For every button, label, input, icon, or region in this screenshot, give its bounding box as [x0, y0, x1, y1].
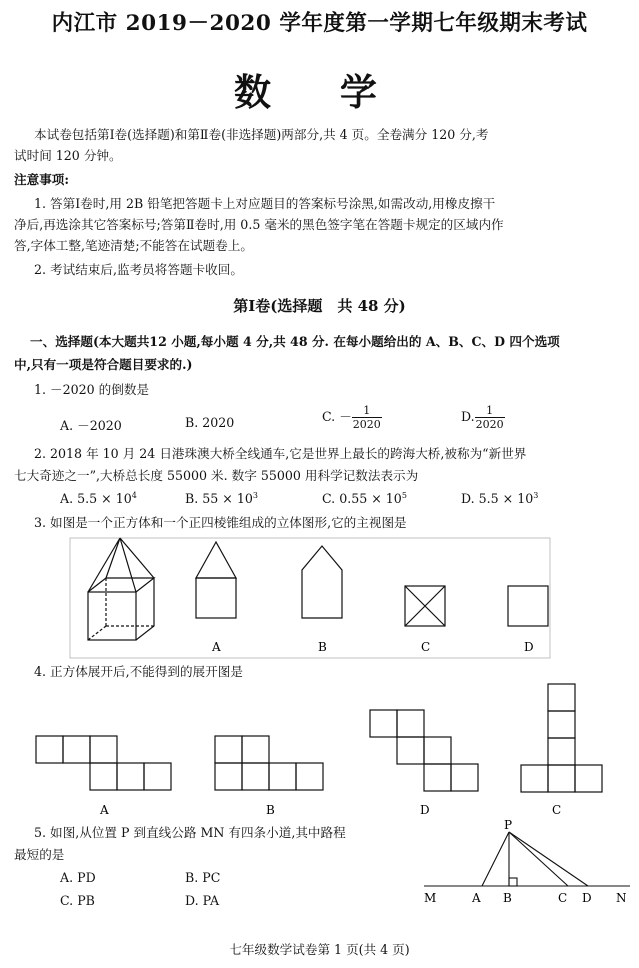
q2-option-b	[185, 491, 258, 506]
q1-option-a: A. －2020	[60, 418, 122, 433]
q2-option-d-base: D. 5.5 × 10	[461, 491, 534, 507]
q3-label-a: A	[212, 640, 221, 654]
q3-label-c: C	[421, 640, 431, 654]
q2-option-c-exponent: 5	[401, 491, 407, 500]
q1-stem: 1. －2020 的倒数是	[34, 382, 150, 397]
q3-option-c-figure	[405, 586, 445, 626]
notes-item-2: 2. 考试结束后,监考员将答题卡收回。	[34, 262, 243, 277]
q4-option-a-net	[36, 736, 171, 790]
q2-option-a-exponent: 4	[131, 491, 137, 500]
exam-title: 内江市 2019－2020 学年度第一学期七年级期末考试	[51, 11, 588, 36]
point-a-label: A	[472, 891, 481, 905]
q2-option-b-exponent: 3	[252, 491, 258, 500]
q4-label-a: A	[100, 803, 109, 817]
q2-option-c-base: C. 0.55 × 10	[322, 491, 402, 507]
q5-option-d: D. PA	[185, 893, 220, 908]
q2-option-a-base: A. 5.5 × 10	[60, 491, 132, 507]
q3-figures	[0, 530, 639, 660]
fraction-numerator: 1	[352, 404, 382, 418]
q2-line-2: 七大奇迹之一”,大桥总长度 55000 米. 数字 55000 用科学记数法表示为	[14, 468, 419, 483]
q3-figure-frame	[70, 538, 550, 658]
intro-line-2: 试时间 120 分钟。	[14, 148, 122, 163]
q2-option-c	[322, 491, 407, 506]
q4-stem: 4. 正方体展开后,不能得到的展开图是	[34, 664, 243, 679]
section-1-instructions-line-2: 中,只有一项是符合题目要求的.)	[14, 357, 193, 372]
q5-option-a: A. PD	[60, 870, 96, 885]
q4-option-c-net	[521, 684, 602, 792]
q2-line-1: 2. 2018 年 10 月 24 日港珠澳大桥全线通车,它是世界上最长的跨海大桥,被称为“新世界	[34, 446, 527, 461]
point-d-label: D	[582, 891, 592, 905]
point-m-label: M	[424, 891, 437, 905]
point-n-label: N	[616, 891, 627, 905]
right-angle-mark	[509, 878, 517, 886]
point-p-label: P	[504, 818, 513, 832]
q2-option-d	[461, 491, 538, 506]
q2-option-b-base: B. 55 × 10	[185, 491, 253, 507]
point-c-label: C	[558, 891, 568, 905]
fraction-numerator: 1	[475, 404, 505, 418]
q3-option-a-figure	[196, 542, 236, 618]
q1-option-c-prefix: C. －	[322, 409, 352, 424]
q3-label-d: D	[524, 640, 534, 654]
q3-stem: 3. 如图是一个正方体和一个正四棱锥组成的立体图形,它的主视图是	[34, 515, 407, 530]
notes-item-1-line-2: 净后,再选涂其它答案标号;答第Ⅱ卷时,用 0.5 毫米的黑色签字笔在答题卡规定的区域内作	[14, 217, 504, 232]
q4-label-d: D	[420, 803, 430, 817]
path-pa	[482, 832, 509, 886]
q2-option-d-exponent: 3	[533, 491, 539, 500]
q5-line-2: 最短的是	[14, 847, 65, 862]
q4-label-c: C	[552, 803, 562, 817]
q1-option-d-prefix: D.	[461, 409, 475, 424]
q4-nets	[0, 680, 639, 820]
notes-heading: 注意事项:	[14, 172, 70, 187]
page-footer: 七年级数学试卷第 1 页(共 4 页)	[229, 942, 410, 957]
solid-3d-figure	[88, 538, 154, 640]
intro-line-1: 本试卷包括第Ⅰ卷(选择题)和第Ⅱ卷(非选择题)两部分,共 4 页。全卷满分 120 分,考	[34, 127, 489, 142]
section-1-heading: 第Ⅰ卷(选择题 共 48 分)	[233, 297, 406, 315]
section-1-instructions-line-1: 一、选择题(本大题共12 小题,每小题 4 分,共 48 分. 在每小题给出的 A、B、C、D 四个选项	[30, 334, 560, 349]
q5-option-c: C. PB	[60, 893, 95, 908]
q3-label-b: B	[318, 640, 327, 654]
fraction-denominator: 2020	[352, 418, 381, 431]
point-b-label: B	[503, 891, 512, 905]
q4-option-d-net	[370, 710, 478, 791]
q4-option-b-net	[215, 736, 323, 790]
q1-option-c-fraction	[352, 404, 382, 431]
q3-option-b-figure	[302, 546, 342, 618]
path-pc	[509, 832, 568, 886]
notes-item-1-line-1: 1. 答第Ⅰ卷时,用 2B 铅笔把答题卡上对应题目的答案标号涂黑,如需改动,用橡皮擦干	[34, 196, 496, 211]
path-pd	[509, 832, 588, 886]
q5-line-1: 5. 如图,从位置 P 到直线公路 MN 有四条小道,其中路程	[34, 825, 346, 840]
q5-figure	[420, 818, 635, 908]
q1-option-c	[322, 404, 382, 431]
q5-option-b: B. PC	[185, 870, 221, 885]
fraction-denominator: 2020	[475, 418, 504, 431]
q1-option-d-fraction	[475, 404, 505, 431]
notes-item-1-line-3: 答,字体工整,笔迹清楚;不能答在试题卷上。	[14, 238, 253, 253]
q1-option-d	[461, 404, 505, 431]
q4-label-b: B	[266, 803, 275, 817]
q1-option-b: B. 2020	[185, 415, 235, 430]
q2-option-a	[60, 491, 137, 506]
q3-option-d-figure	[508, 586, 548, 626]
subject-title: 数 学	[234, 70, 405, 114]
